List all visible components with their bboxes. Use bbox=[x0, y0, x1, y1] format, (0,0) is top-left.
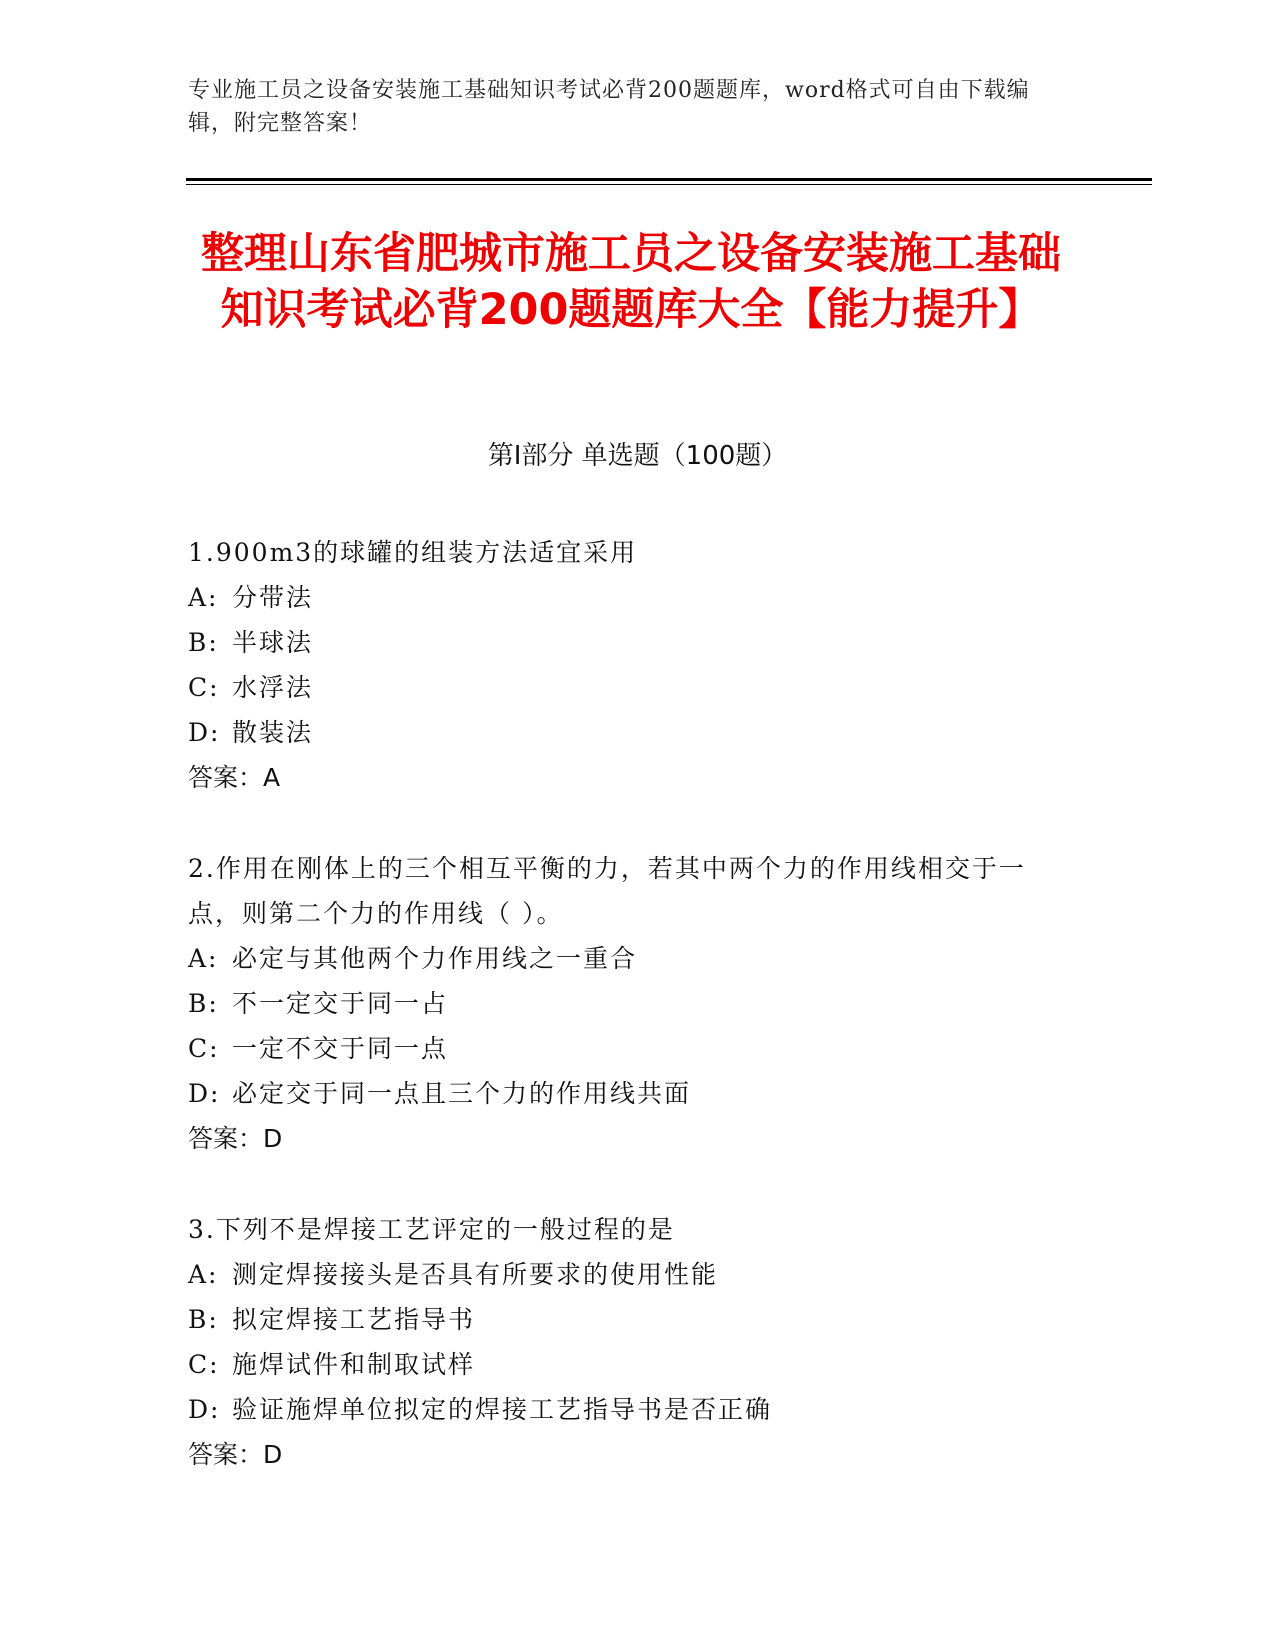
option-d bbox=[188, 1071, 1068, 1116]
option-b bbox=[188, 620, 1068, 665]
option-text: 一定不交于同一点 bbox=[232, 1034, 449, 1063]
option-a bbox=[188, 936, 1068, 981]
option-text: 验证施焊单位拟定的焊接工艺指导书是否正确 bbox=[232, 1395, 773, 1424]
question-2 bbox=[188, 846, 1068, 1161]
option-a bbox=[188, 1252, 1068, 1297]
question-1 bbox=[188, 530, 1068, 800]
option-c bbox=[188, 1026, 1068, 1071]
answer-label: 答案： bbox=[188, 1440, 264, 1469]
header-rule-thin bbox=[186, 184, 1152, 185]
option-text: 不一定交于同一占 bbox=[232, 989, 449, 1018]
answer-line bbox=[188, 1116, 1068, 1161]
option-letter: B: bbox=[188, 989, 219, 1018]
question-stem: 3.下列不是焊接工艺评定的一般过程的是 bbox=[188, 1215, 675, 1244]
option-text: 分带法 bbox=[232, 583, 314, 612]
option-text: 施焊试件和制取试样 bbox=[232, 1350, 476, 1379]
question-stem: 2.作用在刚体上的三个相互平衡的力，若其中两个力的作用线相交于一点，则第二个力的作用线（ ）。 bbox=[188, 854, 1026, 928]
option-d bbox=[188, 710, 1068, 755]
document-title: 整理山东省肥城市施工员之设备安装施工基础知识考试必背200题题库大全【能力提升】 bbox=[201, 229, 1061, 335]
option-letter: C: bbox=[188, 1034, 220, 1063]
option-text: 拟定焊接工艺指导书 bbox=[232, 1305, 476, 1334]
option-c bbox=[188, 1342, 1068, 1387]
section-title: 第I部分 单选题（100题） bbox=[487, 441, 788, 471]
option-letter: A: bbox=[188, 1260, 219, 1289]
option-letter: C: bbox=[188, 673, 220, 702]
option-letter: B: bbox=[188, 1305, 219, 1334]
option-b bbox=[188, 1297, 1068, 1342]
option-letter: A: bbox=[188, 583, 219, 612]
answer-value: A bbox=[263, 763, 281, 792]
answer-label: 答案： bbox=[188, 1124, 264, 1153]
option-text: 必定与其他两个力作用线之一重合 bbox=[232, 944, 638, 973]
question-list bbox=[188, 530, 1068, 1523]
option-d bbox=[188, 1387, 1068, 1432]
option-text: 散装法 bbox=[232, 718, 314, 747]
question-3 bbox=[188, 1207, 1068, 1477]
option-letter: B: bbox=[188, 628, 219, 657]
option-text: 半球法 bbox=[232, 628, 314, 657]
option-b bbox=[188, 981, 1068, 1026]
answer-line bbox=[188, 755, 1068, 800]
answer-line bbox=[188, 1432, 1068, 1477]
option-a bbox=[188, 575, 1068, 620]
option-text: 测定焊接接头是否具有所要求的使用性能 bbox=[232, 1260, 719, 1289]
option-letter: C: bbox=[188, 1350, 220, 1379]
option-letter: A: bbox=[188, 944, 219, 973]
header-note: 专业施工员之设备安装施工基础知识考试必背200题题库，word格式可自由下载编辑，附完整答案！ bbox=[188, 78, 1030, 136]
option-text: 必定交于同一点且三个力的作用线共面 bbox=[232, 1079, 692, 1108]
option-text: 水浮法 bbox=[232, 673, 314, 702]
answer-label: 答案： bbox=[188, 763, 264, 792]
option-c bbox=[188, 665, 1068, 710]
option-letter: D: bbox=[188, 1079, 221, 1108]
answer-value: D bbox=[263, 1440, 283, 1469]
header-rule-thick bbox=[186, 178, 1152, 181]
option-letter: D: bbox=[188, 718, 221, 747]
option-letter: D: bbox=[188, 1395, 221, 1424]
question-stem: 1.900m3的球罐的组装方法适宜采用 bbox=[188, 538, 638, 567]
answer-value: D bbox=[263, 1124, 283, 1153]
